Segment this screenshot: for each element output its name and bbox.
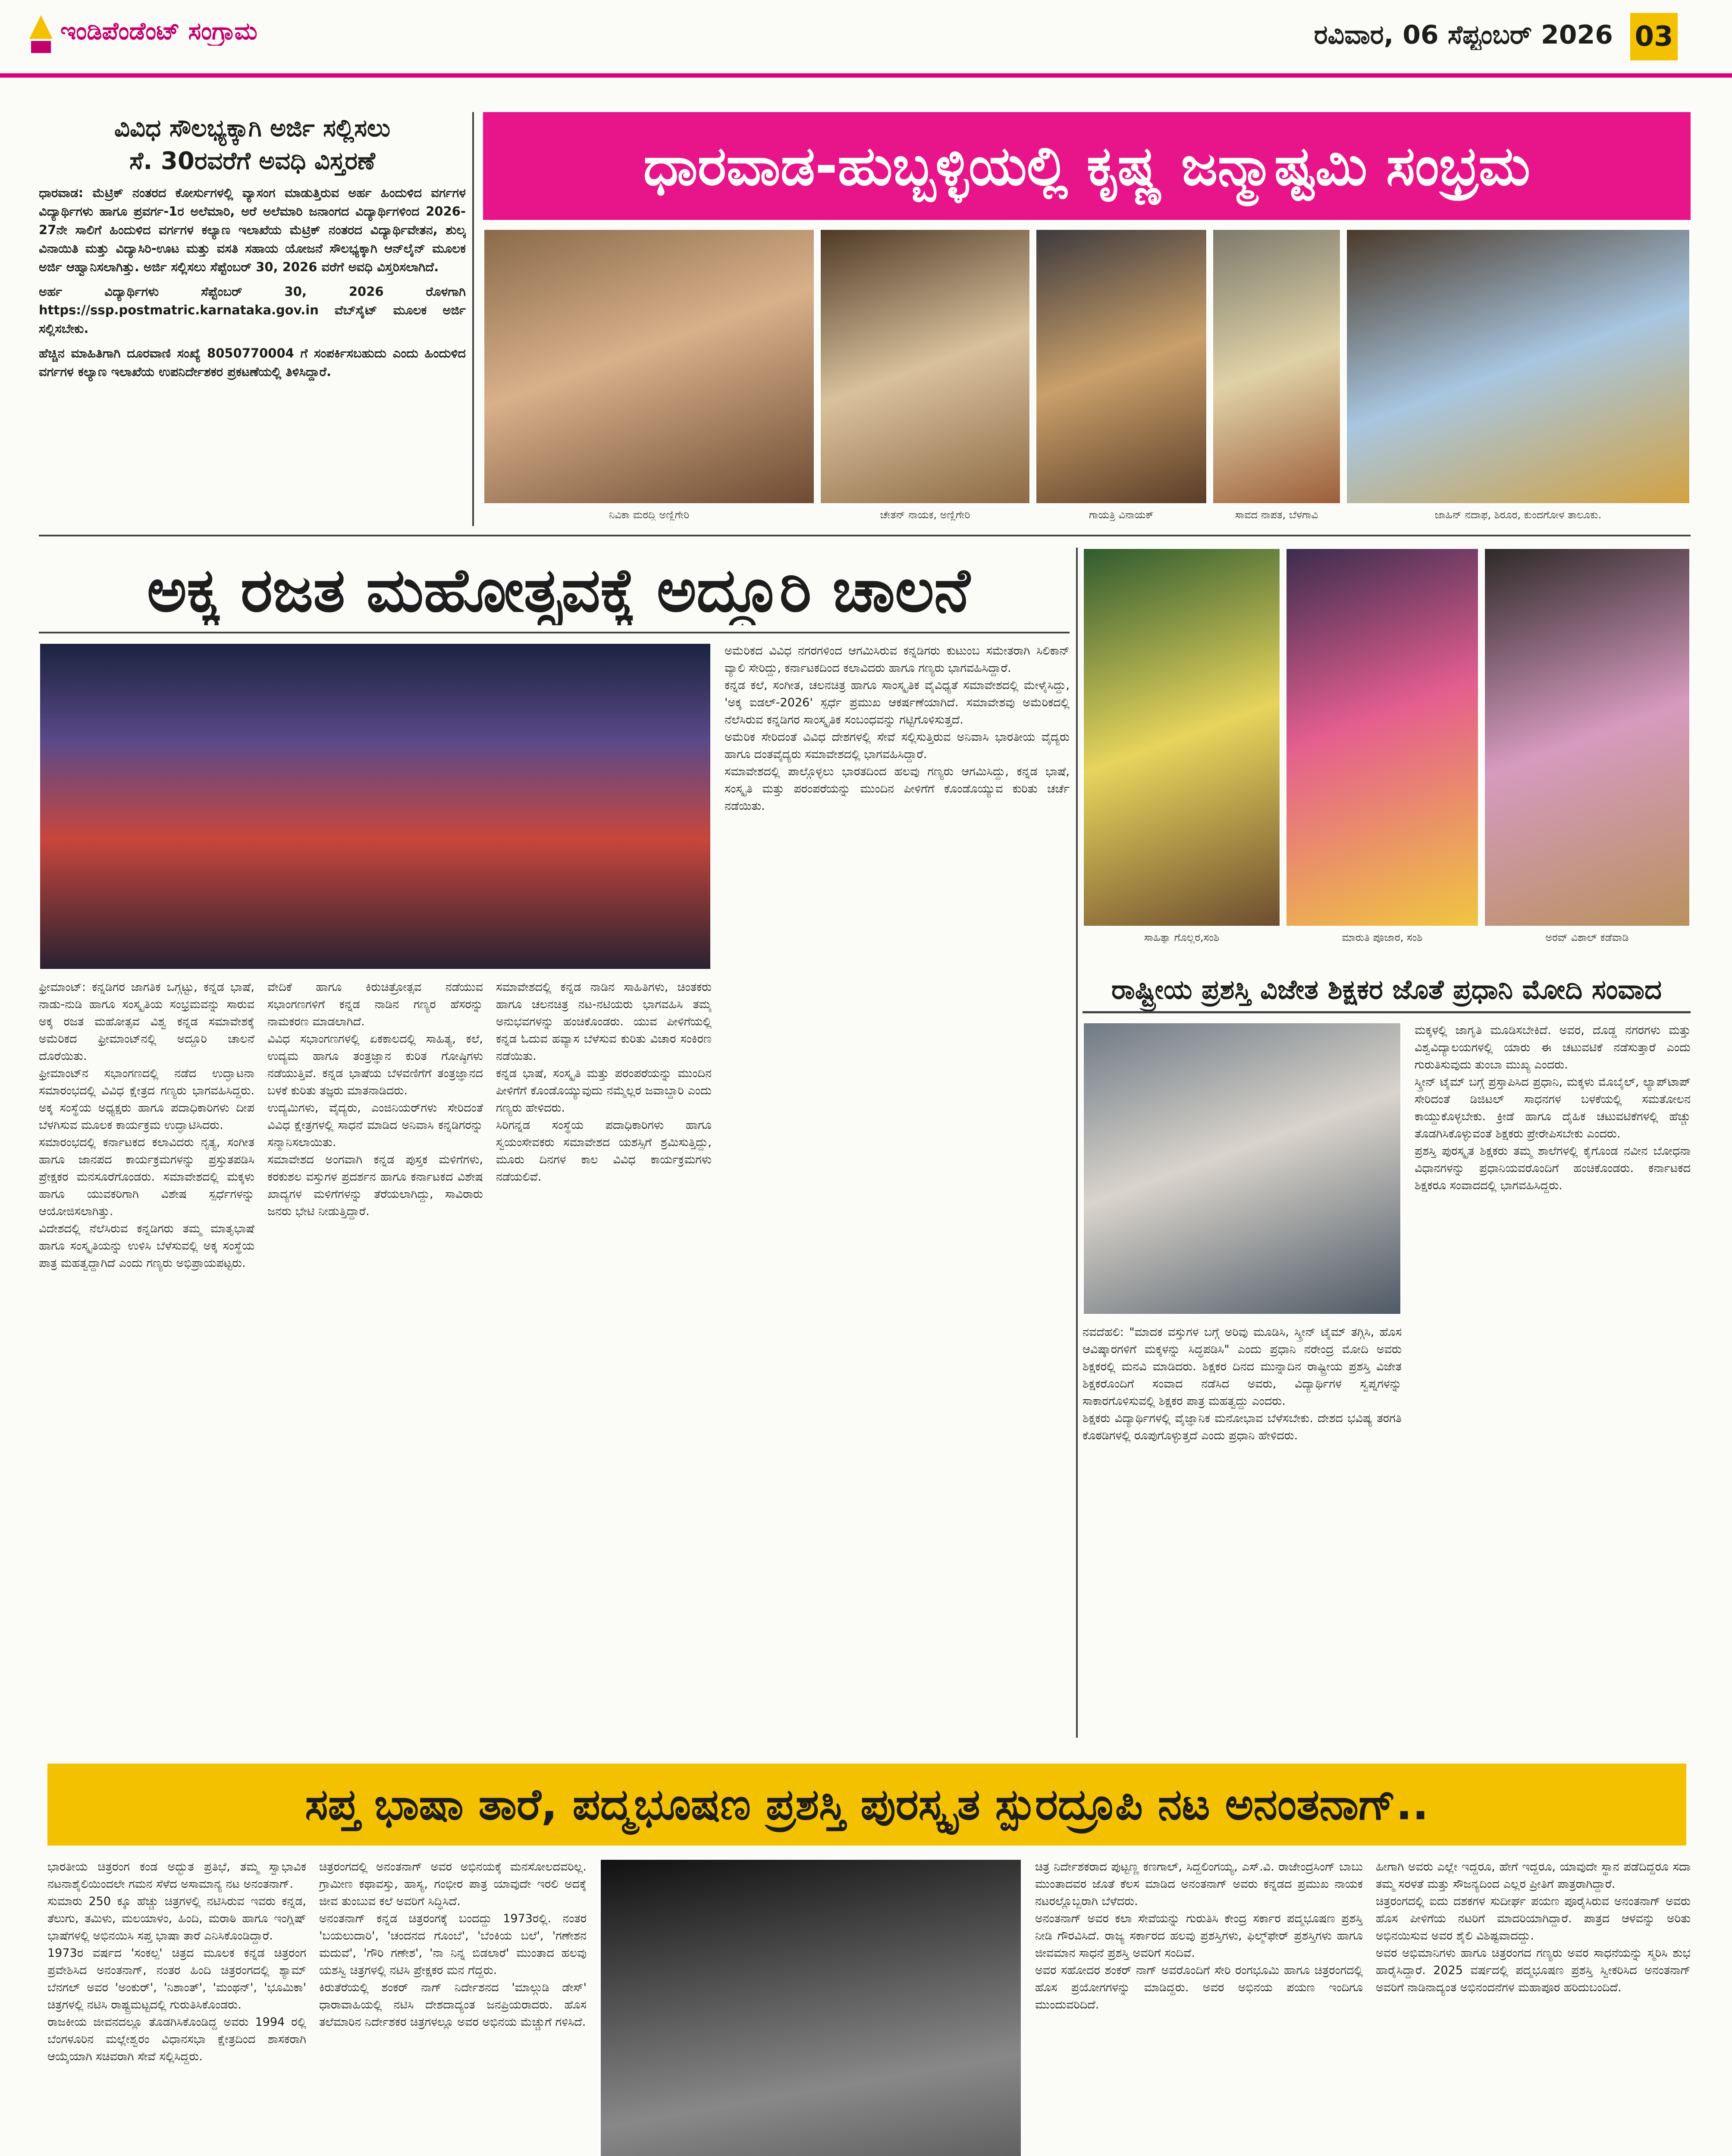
section-rule bbox=[39, 632, 1070, 633]
akka-column-2: ವೇದಿಕೆ ಹಾಗೂ ಕಿರುಚಿತ್ರೋತ್ಸವ ನಡೆಯುವ ಸಭಾಂಗಣಗಳಿಗೆ ಕನ್ನಡ ನಾಡಿನ ಗಣ್ಯರ ಹೆಸರನ್ನು ನಾಮಕರಣ ಮಾಡಲಾಗಿದೆ. ವಿವಿಧ ಸಭಾಂಗಣಗಳಲ್ಲಿ ಏಕಕಾಲದಲ್ಲಿ ಸಾಹಿತ್ಯ, ಕಲೆ, ಉದ್ಯಮ ಹಾಗೂ ತಂತ್ರಜ್ಞಾನ ಕುರಿತ ಗೋಷ್ಠಿಗಳು ನಡೆಯುತ್ತಿವೆ. ಕನ್ನಡ ಭಾಷೆಯ ಬೆಳವಣಿಗೆಗೆ ತಂತ್ರಜ್ಞಾನದ ಬಳಕೆ ಕುರಿತು ತಜ್ಞರು ಮಾತನಾಡಿದರು. ಉದ್ಯಮಿಗಳು, ವೈದ್ಯರು, ಎಂಜಿನಿಯರ್‌ಗಳು ಸೇರಿದಂತೆ ವಿವಿಧ ಕ್ಷೇತ್ರಗಳಲ್ಲಿ ಸಾಧನೆ ಮಾಡಿದ ಅನಿವಾಸಿ ಕನ್ನಡಿಗರನ್ನು ಸನ್ಮಾನಿಸಲಾಯಿತು. ಸಮಾವೇಶದ ಅಂಗವಾಗಿ ಕನ್ನಡ ಪುಸ್ತಕ ಮಳಿಗೆಗಳು, ಕರಕುಶಲ ವಸ್ತುಗಳ ಪ್ರದರ್ಶನ ಹಾಗೂ ಕರ್ನಾಟಕದ ವಿಶೇಷ ಖಾದ್ಯಗಳ ಮಳಿಗೆಗಳನ್ನು ತೆರೆಯಲಾಗಿದ್ದು, ಸಾವಿರಾರು ಜನರು ಭೇಟಿ ನೀಡುತ್ತಿದ್ದಾರೆ. bbox=[267, 981, 483, 1218]
photo-caption: ಮಾರುತಿ ಪೂಜಾರ, ಸಂಶಿ bbox=[1342, 931, 1423, 943]
krishna-photo-4 bbox=[1212, 229, 1341, 505]
issue-date: ರವಿವಾರ, 06 ಸೆಪ್ಟಂಬರ್ 2026 bbox=[1314, 20, 1613, 50]
anant-nag-headline: ಸಪ್ತ ಭಾಷಾ ತಾರೆ, ಪದ್ಮಭೂಷಣ ಪ್ರಶಸ್ತಿ ಪುರಸ್ಕೃತ ಸ್ಪುರದ್ರೂಪಿ ನಟ ಅನಂತನಾಗ್.. bbox=[47, 1764, 1686, 1846]
notice-title-line2: ಸೆ. 30ರವರೆಗೆ ಅವಧಿ ವಿಸ್ತರಣೆ bbox=[129, 147, 375, 175]
krishna-photo-7 bbox=[1285, 548, 1479, 927]
modi-teachers-photo bbox=[1082, 1022, 1402, 1315]
photo-caption: ನಿವಿಕಾ ಮರದ್ದಿ ಅಣ್ಣಿಗೇರಿ bbox=[609, 509, 690, 521]
column-rule bbox=[472, 112, 474, 526]
logo-icon bbox=[26, 13, 56, 56]
anant-column-1: ಭಾರತೀಯ ಚಿತ್ರರಂಗ ಕಂಡ ಅದ್ಭುತ ಪ್ರತಿಭೆ, ತಮ್ಮ ಸ್ವಾಭಾವಿಕ ನಟನಾಶೈಲಿಯಿಂದಲೇ ಗಮನ ಸೆಳೆದ ಅಸಾಮಾನ್ಯ ನಟ ಅನಂತನಾಗ್. ಸುಮಾರು 250 ಕ್ಕೂ ಹೆಚ್ಚು ಚಿತ್ರಗಳಲ್ಲಿ ನಟಿಸಿರುವ ಇವರು ಕನ್ನಡ, ತೆಲುಗು, ತಮಿಳು, ಮಲಯಾಳಂ, ಹಿಂದಿ, ಮರಾಠಿ ಹಾಗೂ ಇಂಗ್ಲಿಷ್ ಭಾಷೆಗಳಲ್ಲಿ ಅಭಿನಯಿಸಿ ಸಪ್ತ ಭಾಷಾ ತಾರೆ ಎನಿಸಿಕೊಂಡಿದ್ದಾರೆ. 1973ರ ವರ್ಷದ 'ಸಂಕಲ್ಪ' ಚಿತ್ರದ ಮೂಲಕ ಕನ್ನಡ ಚಿತ್ರರಂಗ ಪ್ರವೇಶಿಸಿದ ಅನಂತನಾಗ್, ನಂತರ ಹಿಂದಿ ಚಿತ್ರರಂಗದಲ್ಲಿ ಶ್ಯಾಮ್ ಬೆನಗಲ್ ಅವರ 'ಅಂಕುರ್', 'ನಿಶಾಂತ್', 'ಮಂಥನ್', 'ಭೂಮಿಕಾ' ಚಿತ್ರಗಳಲ್ಲಿ ನಟಿಸಿ ರಾಷ್ಟ್ರಮಟ್ಟದಲ್ಲಿ ಗುರುತಿಸಿಕೊಂಡರು. ರಾಜಕೀಯ ಜೀವನದಲ್ಲೂ ತೊಡಗಿಸಿಕೊಂಡಿದ್ದ ಅವರು 1994 ರಲ್ಲಿ ಬೆಂಗಳೂರಿನ ಮಲ್ಲೇಶ್ವರಂ ವಿಧಾನಸಭಾ ಕ್ಷೇತ್ರದಿಂದ ಶಾಸಕರಾಗಿ ಆಯ್ಕೆಯಾಗಿ ಸಚಿವರಾಗಿ ಸೇವೆ ಸಲ್ಲಿಸಿದ್ದರು. bbox=[47, 1860, 306, 2063]
masthead bbox=[0, 0, 1732, 78]
krishna-photo-6 bbox=[1082, 548, 1281, 927]
krishna-photo-2 bbox=[819, 229, 1031, 505]
anant-column-2: ಚಿತ್ರರಂಗದಲ್ಲಿ ಅನಂತನಾಗ್ ಅವರ ಅಭಿನಯಕ್ಕೆ ಮನಸೋಲದವರಿಲ್ಲ. ಗ್ರಾಮೀಣ ಕಥಾವಸ್ತು, ಹಾಸ್ಯ, ಗಂಭೀರ ಪಾತ್ರ ಯಾವುದೇ ಇರಲಿ ಅದಕ್ಕೆ ಜೀವ ತುಂಬುವ ಕಲೆ ಅವರಿಗೆ ಸಿದ್ಧಿಸಿದೆ. ಅನಂತನಾಗ್ ಕನ್ನಡ ಚಿತ್ರರಂಗಕ್ಕೆ ಬಂದದ್ದು 1973ರಲ್ಲಿ. ನಂತರ 'ಬಯಲುದಾರಿ', 'ಚಂದನದ ಗೊಂಬೆ', 'ಬೆಂಕಿಯ ಬಲೆ', 'ಗಣೇಶನ ಮದುವೆ', 'ಗೌರಿ ಗಣೇಶ', 'ನಾ ನಿನ್ನ ಬಿಡಲಾರೆ' ಮುಂತಾದ ಹಲವು ಯಶಸ್ವಿ ಚಿತ್ರಗಳಲ್ಲಿ ನಟಿಸಿ ಪ್ರೇಕ್ಷಕರ ಮನ ಗೆದ್ದರು. ಕಿರುತೆರೆಯಲ್ಲಿ ಶಂಕರ್ ನಾಗ್ ನಿರ್ದೇಶನದ 'ಮಾಲ್ಗುಡಿ ಡೇಸ್' ಧಾರಾವಾಹಿಯಲ್ಲಿ ನಟಿಸಿ ದೇಶದಾದ್ಯಂತ ಜನಪ್ರಿಯರಾದರು. ಹೊಸ ತಲೆಮಾರಿನ ನಿರ್ದೇಶಕರ ಚಿತ್ರಗಳಲ್ಲೂ ಅವರ ಅಭಿನಯ ಮೆಚ್ಚುಗೆ ಗಳಿಸಿದೆ. bbox=[319, 1860, 587, 2029]
notice-article bbox=[39, 112, 466, 526]
janmashtami-headline: ಧಾರವಾಡ-ಹುಬ್ಬಳ್ಳಿಯಲ್ಲಿ ಕೃಷ್ಣ ಜನ್ಮಾಷ್ಟಮಿ ಸಂಭ್ರಮ bbox=[483, 112, 1691, 220]
akka-column-1: ಫ್ರೀಮಾಂಟ್: ಕನ್ನಡಿಗರ ಜಾಗತಿಕ ಒಗ್ಗಟ್ಟು, ಕನ್ನಡ ಭಾಷೆ, ನಾಡು-ನುಡಿ ಹಾಗೂ ಸಂಸ್ಕೃತಿಯ ಸಂಭ್ರಮವನ್ನು ಸಾರುವ ಅಕ್ಕ ರಜತ ಮಹೋತ್ಸವ ವಿಶ್ವ ಕನ್ನಡ ಸಮಾವೇಶಕ್ಕೆ ಅಮೆರಿಕದ ಫ್ರೀಮಾಂಟ್‌ನಲ್ಲಿ ಅದ್ದೂರಿ ಚಾಲನೆ ದೊರೆಯಿತು. ಫ್ರೀಮಾಂಟ್‌ನ ಸಭಾಂಗಣದಲ್ಲಿ ನಡೆದ ಉದ್ಘಾಟನಾ ಸಮಾರಂಭದಲ್ಲಿ ವಿವಿಧ ಕ್ಷೇತ್ರದ ಗಣ್ಯರು ಭಾಗವಹಿಸಿದ್ದರು. ಅಕ್ಕ ಸಂಸ್ಥೆಯ ಅಧ್ಯಕ್ಷರು ಹಾಗೂ ಪದಾಧಿಕಾರಿಗಳು ದೀಪ ಬೆಳಗಿಸುವ ಮೂಲಕ ಕಾರ್ಯಕ್ರಮ ಉದ್ಘಾಟಿಸಿದರು. ಸಮಾರಂಭದಲ್ಲಿ ಕರ್ನಾಟಕದ ಕಲಾವಿದರು ನೃತ್ಯ, ಸಂಗೀತ ಹಾಗೂ ಜಾನಪದ ಕಾರ್ಯಕ್ರಮಗಳನ್ನು ಪ್ರಸ್ತುತಪಡಿಸಿ ಪ್ರೇಕ್ಷಕರ ಮನಸೂರೆಗೊಂಡರು. ಸಮಾವೇಶದಲ್ಲಿ ಮಕ್ಕಳು ಹಾಗೂ ಯುವಕರಿಗಾಗಿ ವಿಶೇಷ ಸ್ಪರ್ಧೆಗಳನ್ನು ಆಯೋಜಿಸಲಾಗಿತ್ತು. ವಿದೇಶದಲ್ಲಿ ನೆಲೆಸಿರುವ ಕನ್ನಡಿಗರು ತಮ್ಮ ಮಾತೃಭಾಷೆ ಹಾಗೂ ಸಂಸ್ಕೃತಿಯನ್ನು ಉಳಿಸಿ ಬೆಳೆಸುವಲ್ಲಿ ಅಕ್ಕ ಸಂಸ್ಥೆಯ ಪಾತ್ರ ಮಹತ್ವದ್ದಾಗಿದೆ ಎಂದು ಗಣ್ಯರು ಅಭಿಪ್ರಾಯಪಟ್ಟರು. bbox=[39, 981, 254, 1270]
modi-right-column: ಮಕ್ಕಳಲ್ಲಿ ಜಾಗೃತಿ ಮೂಡಿಸಬೇಕಿದೆ. ಅವರ, ದೊಡ್ಡ ನಗರಗಳು ಮತ್ತು ವಿಶ್ವವಿದ್ಯಾಲಯಗಳಲ್ಲಿ ಯಾರು ಈ ಚಟುವಟಿಕೆ ನಡೆಸುತ್ತಾರೆ ಎಂದು ಗುರುತಿಸುವುದು ತುಂಬಾ ಮುಖ್ಯ ಎಂದರು. ಸ್ಕ್ರೀನ್ ಟೈಮ್ ಬಗ್ಗೆ ಪ್ರಸ್ತಾಪಿಸಿದ ಪ್ರಧಾನಿ, ಮಕ್ಕಳು ಮೊಬೈಲ್, ಲ್ಯಾಪ್‌ಟಾಪ್ ಸೇರಿದಂತೆ ಡಿಜಿಟಲ್ ಸಾಧನಗಳ ಬಳಕೆಯಲ್ಲಿ ಸಮತೋಲನ ಕಾಯ್ದುಕೊಳ್ಳಬೇಕು. ಕ್ರೀಡೆ ಹಾಗೂ ದೈಹಿಕ ಚಟುವಟಿಕೆಗಳಲ್ಲಿ ಹೆಚ್ಚು ತೊಡಗಿಸಿಕೊಳ್ಳುವಂತೆ ಶಿಕ್ಷಕರು ಪ್ರೇರೇಪಿಸಬೇಕು ಎಂದರು. ಪ್ರಶಸ್ತಿ ಪುರಸ್ಕೃತ ಶಿಕ್ಷಕರು ತಮ್ಮ ಶಾಲೆಗಳಲ್ಲಿ ಕೈಗೊಂಡ ನವೀನ ಬೋಧನಾ ವಿಧಾನಗಳನ್ನು ಪ್ರಧಾನಿಯವರೊಂದಿಗೆ ಹಂಚಿಕೊಂಡರು. ಕರ್ನಾಟಕದ ಶಿಕ್ಷಕರೂ ಸಂವಾದದಲ್ಲಿ ಭಾಗವಹಿಸಿದ್ದರು. bbox=[1415, 1024, 1691, 1192]
section-rule bbox=[39, 535, 1691, 536]
notice-para2: ಅರ್ಹ ವಿದ್ಯಾರ್ಥಿಗಳು ಸೆಪ್ಟೆಂಬರ್ 30, 2026 ರೊಳಗಾಗಿ https://ssp.postmatric.karnataka.gov.in ವೆಬ್‌ಸೈಟ್ ಮೂಲಕ ಅರ್ಜಿ ಸಲ್ಲಿಸಬೇಕು. bbox=[39, 284, 466, 336]
notice-title-line1: ವಿವಿಧ ಸೌಲಭ್ಯಕ್ಕಾಗಿ ಅರ್ಜಿ ಸಲ್ಲಿಸಲು bbox=[114, 114, 391, 142]
column-rule bbox=[1076, 548, 1078, 1738]
notice-para3: ಹೆಚ್ಚಿನ ಮಾಹಿತಿಗಾಗಿ ದೂರವಾಣಿ ಸಂಖ್ಯೆ 8050770004 ಗೆ ಸಂಪರ್ಕಿಸಬಹುದು ಎಂದು ಹಿಂದುಳಿದ ವರ್ಗಗಳ ಕಲ್ಯಾಣ ಇಲಾಖೆಯ ಉಪನಿರ್ದೇಶಕರ ಪ್ರಕಟಣೆಯಲ್ಲಿ ತಿಳಿಸಿದ್ದಾರೆ. bbox=[39, 346, 466, 379]
anant-column-5: ಹೀಗಾಗಿ ಅವರು ಎಲ್ಲೇ ಇದ್ದರೂ, ಹೇಗೆ ಇದ್ದರೂ, ಯಾವುದೇ ಸ್ಥಾನ ಪಡೆದಿದ್ದರೂ ಸದಾ ತಮ್ಮ ಸರಳತೆ ಮತ್ತು ಸೌಜನ್ಯದಿಂದ ಎಲ್ಲರ ಪ್ರೀತಿಗೆ ಪಾತ್ರರಾಗಿದ್ದಾರೆ. ಚಿತ್ರರಂಗದಲ್ಲಿ ಐದು ದಶಕಗಳ ಸುದೀರ್ಘ ಪಯಣ ಪೂರೈಸಿರುವ ಅನಂತನಾಗ್ ಅವರು ಹೊಸ ಪೀಳಿಗೆಯ ನಟರಿಗೆ ಮಾದರಿಯಾಗಿದ್ದಾರೆ. ಪಾತ್ರದ ಆಳವನ್ನು ಅರಿತು ಅಭಿನಯಿಸುವ ಅವರ ಶೈಲಿ ವಿಶಿಷ್ಟವಾದದ್ದು. ಅವರ ಅಭಿಮಾನಿಗಳು ಹಾಗೂ ಚಿತ್ರರಂಗದ ಗಣ್ಯರು ಅವರ ಸಾಧನೆಯನ್ನು ಸ್ಮರಿಸಿ ಶುಭ ಹಾರೈಸಿದ್ದಾರೆ. 2025 ವರ್ಷದಲ್ಲಿ ಪದ್ಮಭೂಷಣ ಪ್ರಶಸ್ತಿ ಸ್ವೀಕರಿಸಿದ ಅನಂತನಾಗ್ ಅವರಿಗೆ ನಾಡಿನಾದ್ಯಂತ ಅಭಿನಂದನೆಗಳ ಮಹಾಪೂರ ಹರಿದುಬಂದಿದೆ. bbox=[1376, 1860, 1691, 1994]
page-number: 03 bbox=[1630, 13, 1678, 60]
anant-nag-portrait bbox=[599, 1858, 1022, 2156]
krishna-photo-8 bbox=[1484, 548, 1691, 927]
modi-headline: ರಾಷ್ಟ್ರೀಯ ಪ್ರಶಸ್ತಿ ವಿಜೇತ ಶಿಕ್ಷಕರ ಜೊತೆ ಪ್ರಧಾನಿ ಮೋದಿ ಸಂವಾದ bbox=[1082, 966, 1691, 1013]
photo-caption: ಅರವ್ ವಿಶಾಲ್ ಕಡೆವಾಡಿ bbox=[1545, 931, 1629, 943]
photo-caption: ಸಾವದ ನಾಪತ, ಬೆಳಗಾವಿ bbox=[1235, 509, 1318, 521]
notice-para1: ಧಾರವಾಡ: ಮೆಟ್ರಿಕ್ ನಂತರದ ಕೋರ್ಸುಗಳಲ್ಲಿ ವ್ಯಾಸಂಗ ಮಾಡುತ್ತಿರುವ ಅರ್ಹ ಹಿಂದುಳಿದ ವರ್ಗಗಳ ವಿದ್ಯಾರ್ಥಿಗಳು ಹಾಗೂ ಪ್ರವರ್ಗ-1ರ ಅಲೆಮಾರಿ, ಅರೆ ಅಲೆಮಾರಿ ಜನಾಂಗದ ವಿದ್ಯಾರ್ಥಿಗಳಿಂದ 2026-27ನೇ ಸಾಲಿಗೆ ಹಿಂದುಳಿದ ವರ್ಗಗಳ ಕಲ್ಯಾಣ ಇಲಾಖೆಯ ಮೆಟ್ರಿಕ್ ನಂತರದ ವಿದ್ಯಾರ್ಥಿವೇತನ, ಶುಲ್ಕ ವಿನಾಯಿತಿ ಮತ್ತು ವಿದ್ಯಾಸಿರಿ-ಊಟ ಮತ್ತು ವಸತಿ ಸಹಾಯ ಯೋಜನೆ ಸೌಲಭ್ಯಕ್ಕಾಗಿ ಆನ್‌ಲೈನ್ ಮೂಲಕ ಅರ್ಜಿ ಆಹ್ವಾನಿಸಲಾಗಿತ್ತು. ಅರ್ಜಿ ಸಲ್ಲಿಸಲು ಸೆಪ್ಟೆಂಬರ್ 30, 2026 ವರೆಗೆ ಅವಧಿ ವಿಸ್ತರಿಸಲಾಗಿದೆ. bbox=[39, 185, 466, 274]
akka-column-3: ಸಮಾವೇಶದಲ್ಲಿ ಕನ್ನಡ ನಾಡಿನ ಸಾಹಿತಿಗಳು, ಚಿಂತಕರು ಹಾಗೂ ಚಲನಚಿತ್ರ ನಟ-ನಟಿಯರು ಭಾಗವಹಿಸಿ ತಮ್ಮ ಅನುಭವಗಳನ್ನು ಹಂಚಿಕೊಂಡರು. ಯುವ ಪೀಳಿಗೆಯಲ್ಲಿ ಕನ್ನಡ ಓದುವ ಹವ್ಯಾಸ ಬೆಳೆಸುವ ಕುರಿತು ವಿಚಾರ ಸಂಕಿರಣ ನಡೆಯಿತು. ಕನ್ನಡ ಭಾಷೆ, ಸಂಸ್ಕೃತಿ ಮತ್ತು ಪರಂಪರೆಯನ್ನು ಮುಂದಿನ ಪೀಳಿಗೆಗೆ ಕೊಂಡೊಯ್ಯುವುದು ನಮ್ಮೆಲ್ಲರ ಜವಾಬ್ದಾರಿ ಎಂದು ಗಣ್ಯರು ಹೇಳಿದರು. ಸಿರಿಗನ್ನಡ ಸಂಸ್ಥೆಯ ಪದಾಧಿಕಾರಿಗಳು ಹಾಗೂ ಸ್ವಯಂಸೇವಕರು ಸಮಾವೇಶದ ಯಶಸ್ಸಿಗೆ ಶ್ರಮಿಸುತ್ತಿದ್ದು, ಮೂರು ದಿನಗಳ ಕಾಲ ವಿವಿಧ ಕಾರ್ಯಕ್ರಮಗಳು ನಡೆಯಲಿವೆ. bbox=[496, 981, 712, 1184]
akka-headline: ಅಕ್ಕ ರಜತ ಮಹೋತ್ಸವಕ್ಕೆ ಅದ್ದೂರಿ ಚಾಲನೆ bbox=[147, 556, 970, 625]
krishna-photo-5 bbox=[1346, 229, 1691, 505]
photo-caption: ಸಾಹಿತ್ಯಾ ಗೊಲ್ಲರ,ಸಂಶಿ bbox=[1144, 931, 1220, 943]
photo-caption: ಜಾಹಿನ್ ನದಾಫ, ಶಿರೂರ, ಕುಂದಗೋಳ ತಾಲೂಕು. bbox=[1434, 509, 1602, 521]
krishna-photo-3 bbox=[1035, 229, 1208, 505]
akka-right-column: ಅಮೆರಿಕದ ವಿವಿಧ ನಗರಗಳಿಂದ ಆಗಮಿಸಿರುವ ಕನ್ನಡಿಗರು ಕುಟುಂಬ ಸಮೇತರಾಗಿ ಸಿಲಿಕಾನ್ ವ್ಯಾಲಿ ಸೇರಿದ್ದು, ಕರ್ನಾಟಕದಿಂದ ಕಲಾವಿದರು ಹಾಗೂ ಗಣ್ಯರು ಭಾಗವಹಿಸಿದ್ದಾರೆ. ಕನ್ನಡ ಕಲೆ, ಸಂಗೀತ, ಚಲನಚಿತ್ರ ಹಾಗೂ ಸಾಂಸ್ಕೃತಿಕ ವೈವಿಧ್ಯತೆ ಸಮಾವೇಶದಲ್ಲಿ ಮೇಳೈಸಿದ್ದು, 'ಅಕ್ಕ ಐಡಲ್-2026' ಸ್ಪರ್ಧೆ ಪ್ರಮುಖ ಆಕರ್ಷಣೆಯಾಗಿದೆ. ಸಮಾವೇಶವು ಅಮೆರಿಕದಲ್ಲಿ ನೆಲೆಸಿರುವ ಕನ್ನಡಿಗರ ಸಾಂಸ್ಕೃತಿಕ ಸಂಬಂಧವನ್ನು ಗಟ್ಟಿಗೊಳಿಸುತ್ತದೆ. ಅಮೆರಿಕ ಸೇರಿದಂತೆ ವಿವಿಧ ದೇಶಗಳಲ್ಲಿ ಸೇವೆ ಸಲ್ಲಿಸುತ್ತಿರುವ ಅನಿವಾಸಿ ಭಾರತೀಯ ವೈದ್ಯರು ಹಾಗೂ ದಂತವೈದ್ಯರು ಸಮಾವೇಶದಲ್ಲಿ ಭಾಗವಹಿಸಿದ್ದಾರೆ. ಸಮಾವೇಶದಲ್ಲಿ ಪಾಲ್ಗೊಳ್ಳಲು ಭಾರತದಿಂದ ಹಲವು ಗಣ್ಯರು ಆಗಮಿಸಿದ್ದು, ಕನ್ನಡ ಭಾಷೆ, ಸಂಸ್ಕೃತಿ ಮತ್ತು ಪರಂಪರೆಯನ್ನು ಮುಂದಿನ ಪೀಳಿಗೆಗೆ ಕೊಂಡೊಯ್ಯುವ ಕುರಿತು ಚರ್ಚೆ ನಡೆಯಿತು. bbox=[725, 644, 1070, 813]
paper-name: ಇಂಡಿಪೆಂಡೆಂಟ್ ಸಂಗ್ರಾಮ bbox=[60, 17, 257, 45]
akka-stage-photo bbox=[39, 642, 712, 970]
modi-text-below-photo: ನವದೆಹಲಿ: "ಮಾದಕ ವಸ್ತುಗಳ ಬಗ್ಗೆ ಅರಿವು ಮೂಡಿಸಿ, ಸ್ಕ್ರೀನ್ ಟೈಮ್ ತಗ್ಗಿಸಿ, ಹೊಸ ಆವಿಷ್ಕಾರಗಳಿಗೆ ಮಕ್ಕಳನ್ನು ಸಿದ್ಧಪಡಿಸಿ" ಎಂದು ಪ್ರಧಾನಿ ನರೇಂದ್ರ ಮೋದಿ ಅವರು ಶಿಕ್ಷಕರಲ್ಲಿ ಮನವಿ ಮಾಡಿದರು. ಶಿಕ್ಷಕರ ದಿನದ ಮುನ್ನಾದಿನ ರಾಷ್ಟ್ರೀಯ ಪ್ರಶಸ್ತಿ ವಿಜೇತ ಶಿಕ್ಷಕರೊಂದಿಗೆ ಸಂವಾದ ನಡೆಸಿದ ಅವರು, ವಿದ್ಯಾರ್ಥಿಗಳ ಸ್ವಪ್ನಗಳನ್ನು ಸಾಕಾರಗೊಳಿಸುವಲ್ಲಿ ಶಿಕ್ಷಕರ ಪಾತ್ರ ಮಹತ್ವದ್ದು ಎಂದರು. ಶಿಕ್ಷಕರು ವಿದ್ಯಾರ್ಥಿಗಳಲ್ಲಿ ವೈಜ್ಞಾನಿಕ ಮನೋಭಾವ ಬೆಳೆಸಬೇಕು. ದೇಶದ ಭವಿಷ್ಯ ತರಗತಿ ಕೊಠಡಿಗಳಲ್ಲಿ ರೂಪುಗೊಳ್ಳುತ್ತದೆ ಎಂದು ಪ್ರಧಾನಿ ಹೇಳಿದರು. bbox=[1082, 1326, 1402, 1442]
anant-column-4: ಚಿತ್ರ ನಿರ್ದೇಶಕರಾದ ಪುಟ್ಟಣ್ಣ ಕಣಗಾಲ್, ಸಿದ್ದಲಿಂಗಯ್ಯ, ಎಸ್.ವಿ. ರಾಜೇಂದ್ರಸಿಂಗ್ ಬಾಬು ಮುಂತಾದವರ ಜೊತೆ ಕೆಲಸ ಮಾಡಿದ ಅನಂತನಾಗ್ ಅವರು ಕನ್ನಡದ ಪ್ರಮುಖ ನಾಯಕ ನಟರಲ್ಲೊಬ್ಬರಾಗಿ ಬೆಳೆದರು. ಅನಂತನಾಗ್ ಅವರ ಕಲಾ ಸೇವೆಯನ್ನು ಗುರುತಿಸಿ ಕೇಂದ್ರ ಸರ್ಕಾರ ಪದ್ಮಭೂಷಣ ಪ್ರಶಸ್ತಿ ನೀಡಿ ಗೌರವಿಸಿದೆ. ರಾಜ್ಯ ಸರ್ಕಾರದ ಹಲವು ಪ್ರಶಸ್ತಿಗಳು, ಫಿಲ್ಮ್‌ಫೇರ್ ಪ್ರಶಸ್ತಿಗಳು ಹಾಗೂ ಜೀವಮಾನ ಸಾಧನೆ ಪ್ರಶಸ್ತಿ ಅವರಿಗೆ ಸಂದಿವೆ. ಅವರ ಸಹೋದರ ಶಂಕರ್ ನಾಗ್ ಅವರೊಂದಿಗೆ ಸೇರಿ ರಂಗಭೂಮಿ ಹಾಗೂ ಚಿತ್ರರಂಗದಲ್ಲಿ ಹೊಸ ಪ್ರಯೋಗಗಳನ್ನು ಮಾಡಿದ್ದರು. ಅವರ ಅಭಿನಯ ಪಯಣ ಇಂದಿಗೂ ಮುಂದುವರಿದಿದೆ. bbox=[1035, 1860, 1363, 2012]
photo-caption: ಗಾಯತ್ರಿ ವಿನಾಯಕ್ bbox=[1089, 509, 1154, 521]
krishna-photo-1 bbox=[483, 229, 815, 505]
photo-caption: ಚೇತನ್ ನಾಯಕ, ಅಣ್ಣಿಗೇರಿ bbox=[880, 509, 970, 521]
